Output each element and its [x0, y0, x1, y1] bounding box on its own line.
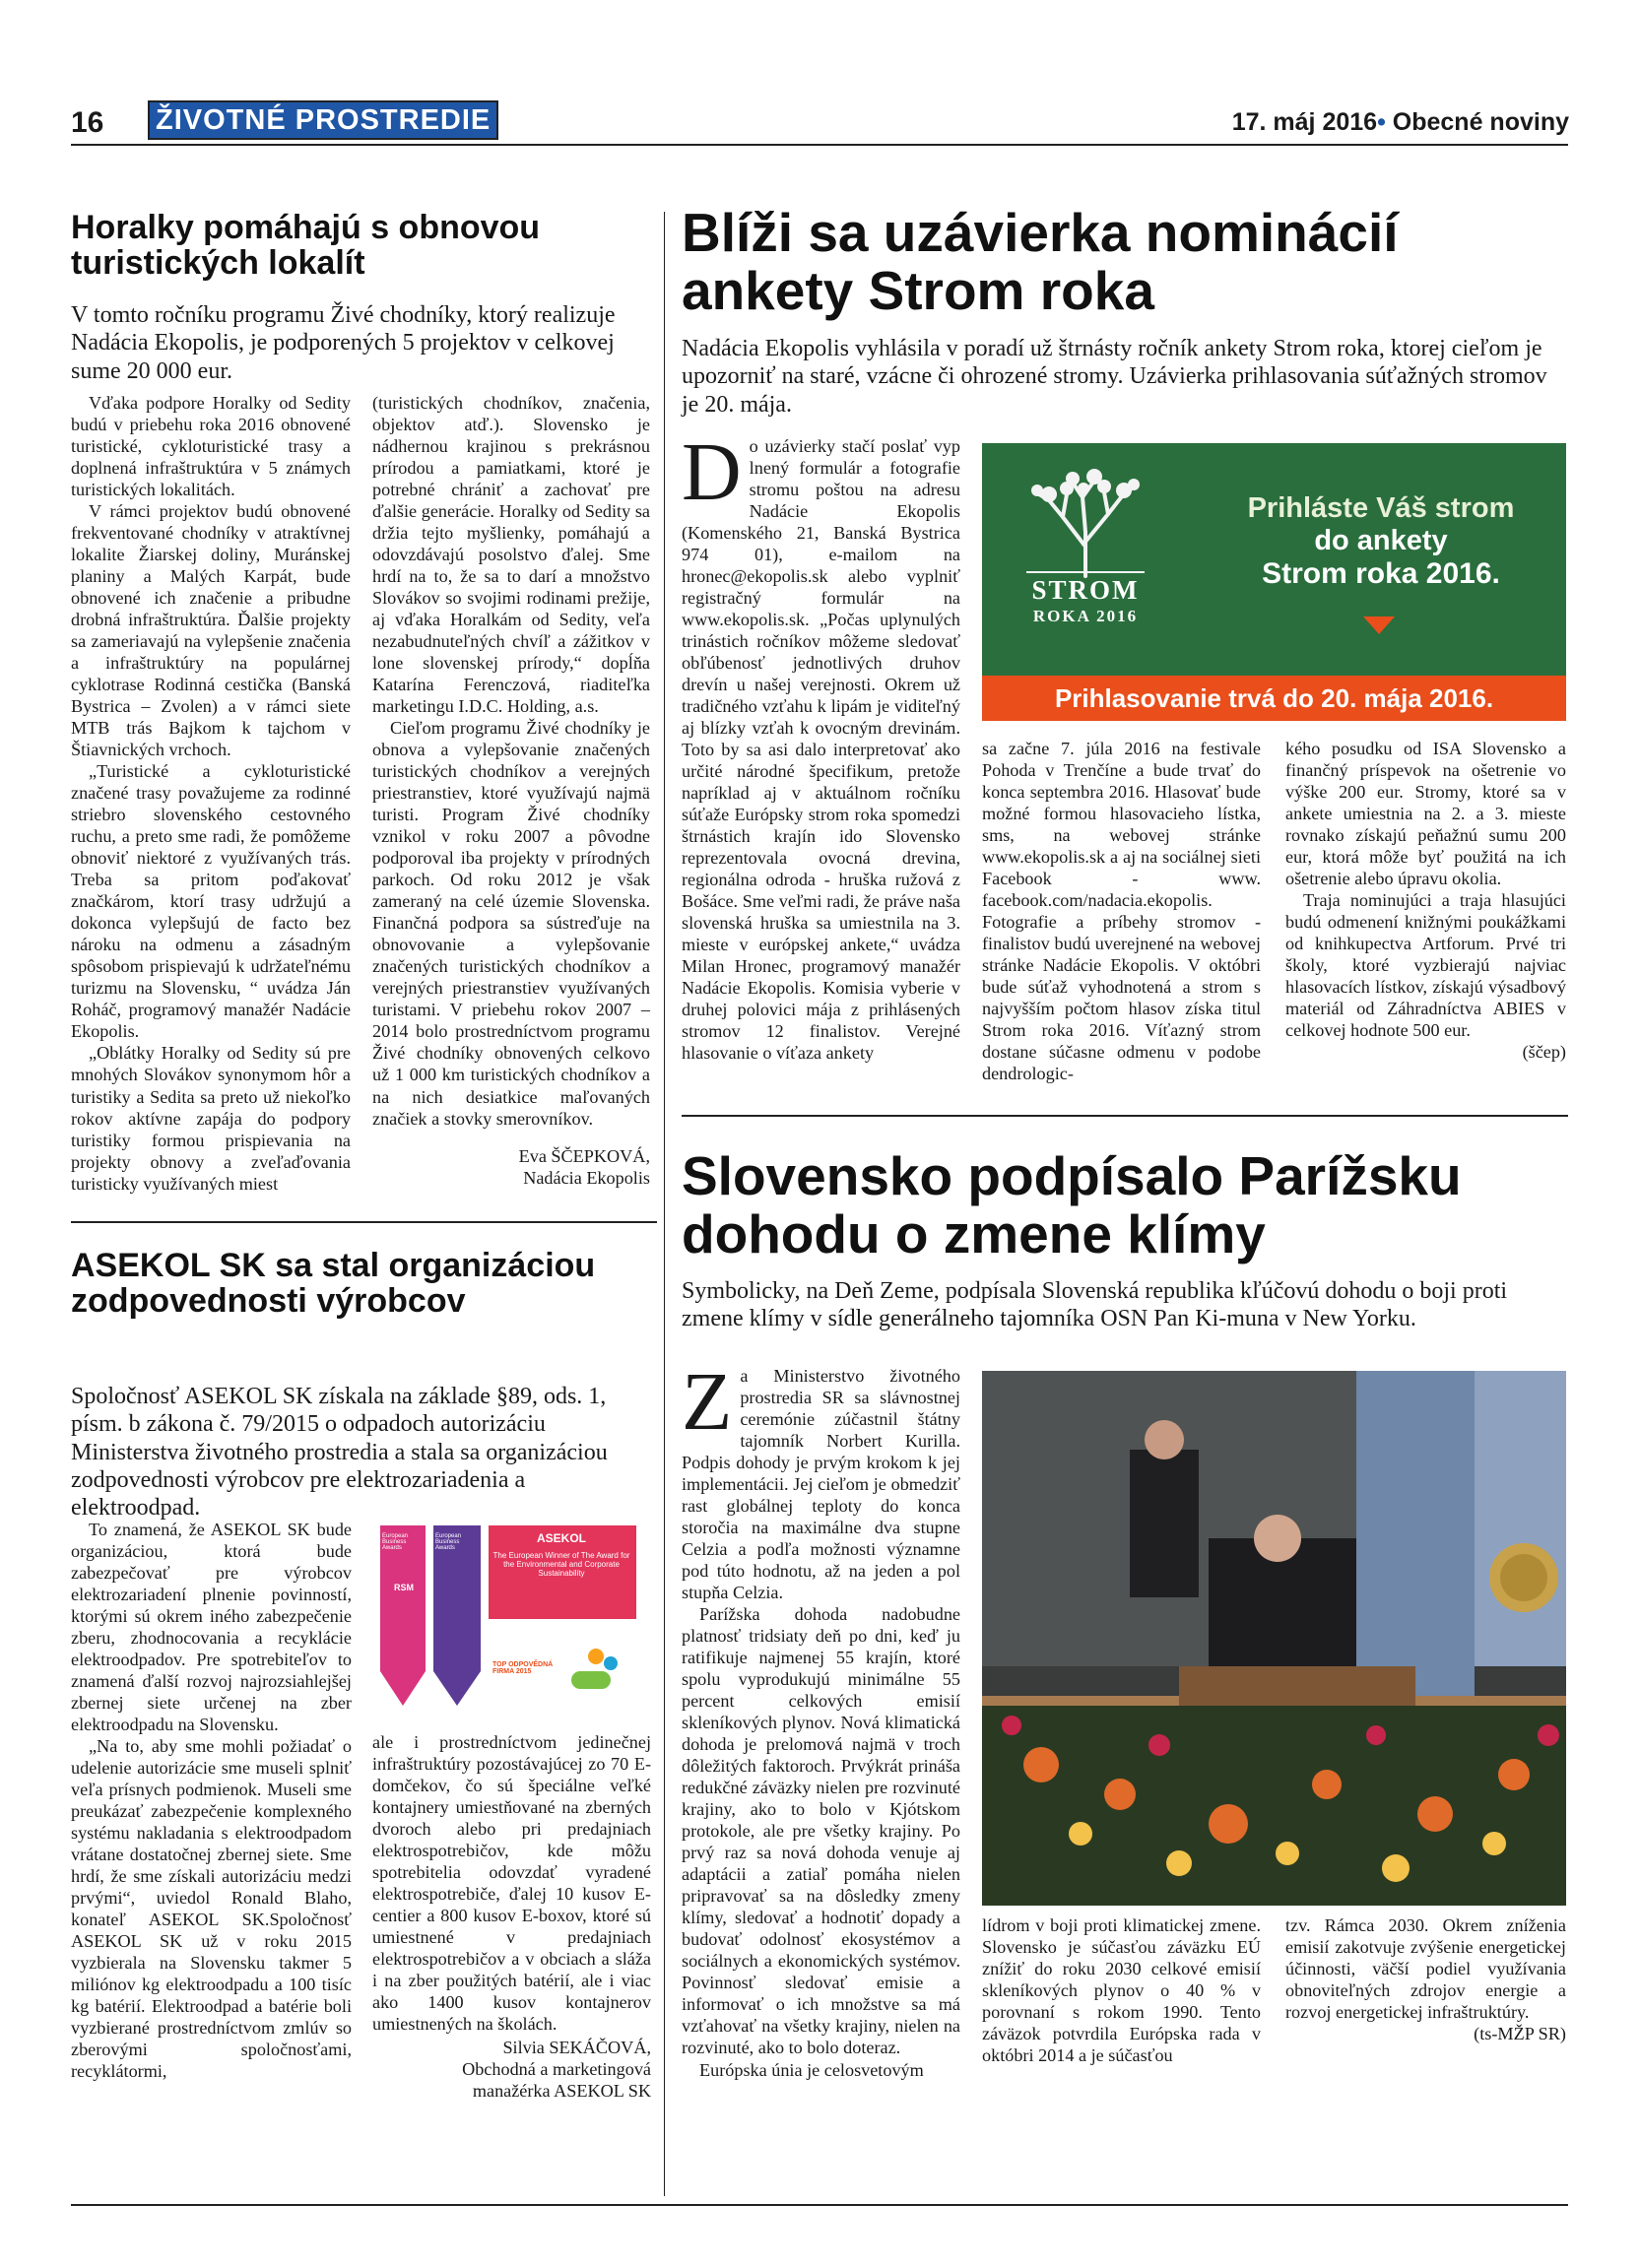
asekol-awards-image	[374, 1523, 640, 1716]
paragraph: Cieľom programu Živé chodníky je obnova a vylepšovanie značených turistických chodníkov a verejných priestranstiev, ktoré využívajú najmä turisti. Program Živé chodníky vznikol v roku 2007 a pôvodne podporoval iba projekty v prírodných parkoch. Od roku 2012 je však zameraný na celé územie Slovenska. Finančná podpora sa sústreďuje na obnovovanie a vylepšovanie značených turistických chodníkov a verejných priestranstiev využívaných turistami. V priebehu rokov 2007 – 2014 bolo prostredníctvom programu Živé chodníky obnovených celkovo už 1 000 km turistických chodníkov a na nich desiatkice maľovaných značiek a stovky smerovníkov.	[372, 718, 650, 1129]
strom-roka-advert[interactable]	[982, 443, 1566, 721]
signing-ceremony-photo	[982, 1371, 1566, 1906]
logo-text: STROM	[1031, 575, 1140, 605]
klima-col-2	[982, 1914, 1261, 2066]
award-label: RSM	[394, 1583, 414, 1592]
article-title-strom: Blíži sa uzávierka nominácií ankety Strom roka	[682, 202, 1399, 321]
paragraph: „Oblátky Horalky od Sedity sú pre mnohých Slovákov synonymom hôr a turistiky a Sedita sa preto už niekoľko rokov aktívne zapája do podpory turistiky formou prispievania na projekty obnovy a zveľaďovania turisticky využívaných miest	[71, 1043, 351, 1194]
publication-name: Obecné noviny	[1392, 108, 1569, 136]
article-lead-klima: Symbolicky, na Deň Zeme, podpísala Slovenská republika kľúčovú dohodu o boji proti zmene klímy v sídle generálneho tajomníka OSN Pan Ki-muna v New Yorku.	[682, 1278, 1508, 1332]
issue-info	[1232, 108, 1569, 137]
arrow-down-icon	[1363, 616, 1395, 634]
page-number: 16	[71, 106, 104, 139]
paragraph: To znamená, že ASEKOL SK bude organizáciou, ktorá bude zabezpečovať pre výrobcov elektrozariadení plnenie povinností, ktorými sú okrem iného zabezpečenie zberu, zhodnocovania a recyklácie elektroodpadov. Pre spotrebiteľov to znamená ďalší rozvoj najrozsiahlejšej zbernej siete určenej na zber elektroodpadu na Slovensku.	[71, 1520, 352, 1735]
award-label: European Business Awards	[382, 1533, 409, 1551]
footer-rule	[71, 2204, 1568, 2206]
paragraph: Parížska dohoda nadobudne platnosť tridsiaty deň po dni, keď ju ratifikuje najmenej 55 krajín, ktoré spolu vyprodukujú minimálne 55 percent celkových emisií skleníkových plynov. Nová klimatická dohoda je prelomová najmä v troch dôležitých faktoroch. Prvýkrát prináša redukčné záväzky nielen pre rozvinuté krajiny, ako to bolo v Kjótskom protokole, ale pre všetky krajiny. Po prvý raz sa nová dohoda venuje aj adaptácii a zatiaľ pomáha nielen pripravovať sa na dôsledky zmeny klímy, sledovať a hodnotiť dopady a budovať odolnosť ekosystémov a sociálnych a ekonomických systémov. Povinnosť sledovať emisie a informovať o ich množstve sa má vzťahovať na všetky krajiny, nielen na rozvinuté, ako to bolo doteraz.	[682, 1604, 960, 2058]
paragraph: „Na to, aby sme mohli požiadať o udelenie autorizácie sme museli splniť veľa prísnych podmienok. Museli sme preukázať zabezpečenie komplexného systému nakladania s elektroodpadom vrátane dostatočnej zbernej siete. Sme hrdí, že sme získali autorizáciu medzi prvými“, uviedol Ronald Blaho, konateľ ASEKOL SK.Spoločnosť ASEKOL SK už v roku 2015 vyzbierala na Slovensku takmer 5 miliónov kg elektroodpadu a 100 tisíc kg batérií. Elektroodpad a batérie boli vyzbierané prostredníctvom zmlúv so zberovými spoločnosťami, recyklátormi,	[71, 1736, 352, 2082]
advert-deadline-band: Prihlasovanie trvá do 20. mája 2016.	[982, 676, 1566, 721]
klima-col-1	[682, 1356, 960, 2081]
author-organization: manažérka ASEKOL SK	[472, 2081, 651, 2102]
author-name: Eva ŠČEPKOVÁ,	[518, 1145, 650, 1166]
separator-dot: •	[1377, 108, 1386, 136]
section-title: ŽIVOTNÉ PROSTREDIE	[148, 100, 498, 140]
logo-year: ROKA 2016	[1032, 607, 1139, 625]
asekol-col-2	[372, 1731, 651, 2102]
author-organization: Nadácia Ekopolis	[523, 1167, 650, 1188]
strom-col-3	[1285, 738, 1566, 1063]
header-rule	[71, 144, 1568, 146]
author-name: Silvia SEKÁČOVÁ,	[502, 2038, 651, 2058]
advert-line-1: Prihláste Váš strom	[1247, 492, 1515, 524]
column-divider	[664, 212, 665, 2196]
article-title-asekol: ASEKOL SK sa stal organizáciou zodpovednosti výrobcov	[71, 1247, 596, 1321]
paragraph: sa začne 7. júla 2016 na festivale Pohoda v Trenčíne a bude trvať do konca septembra 2016. Hlasovať bude možné formou hlasovacieho lístka, sms, na webovej stránke www.ekopolis.sk a aj na sociálnej sieti Facebook - www. facebook.com/nadacia.ekopolis. Fotografie a príbehy stromov - finalistov budú uverejnené na webovej stránke Nadácie Ekopolis. V októbri bude súťaž vyhodnotená a strom s najvyšším počtom hlasov získa titul Strom roka 2016. Víťazný strom dostane súčasne odmenu v podobe dendrologic-	[982, 739, 1261, 1084]
paragraph: ale i prostredníctvom jedinečnej infraštruktúry pozostávajúcej zo 70 E-domčekov, čo sú špeciálne veľké kontajnery umiestňované na zberných dvoroch alebo pri predajniach elektrospotrebičov, kde môžu spotrebitelia odovzdať vyradené elektrospotrebiče, ďalej 10 kusov E-centier a 800 kusov E-boxov, ktoré sú umiestnené v predajniach elektrospotrebičov a v obciach a sláža i na zber použitých batérií, ale i viac ako 1400 kusov kontajnerov umiestnených na školách.	[372, 1732, 651, 2035]
horalky-col-1	[71, 392, 351, 1195]
paragraph: Za Ministerstvo životného prostredia SR sa slávnostnej ceremónie zúčastnil štátny tajomník Norbert Kurilla. Podpis dohody je prvým krokom k jej implementácii. Jej cieľom je obmedziť rast globálnej teploty do konca storočia na maximálne dva stupne Celzia a podľa možnosti významne pod túto hodnotu, až na jeden a pol stupňa Celzia.	[682, 1356, 960, 1603]
paragraph: Do uzávierky stačí poslať vyp lnený formulár a fotografie stromu poštou na adresu Nadácie Ekopolis (Komenského 21, Banská Bystrica 974 01), e-mailom na hronec@ekopolis.sk alebo vyplniť registračný formulár na www.ekopolis.sk. „Počas uplynulých trinástich ročníkov môžeme sledovať obľúbenosť jednotlivých druhov drevín u našej verejnosti. Okrem už tradičného vzťahu k lipám je viditeľný aj blízky vzťah k ovocným drevinám. Toto by sa asi dalo interpretovať ako určité národné špecifikum, pretože napríklad aj v aktuálnom ročníku súťaže Európsky strom roka spomedzi štrnástich krajín ido Slovensko reprezentovala ovocná drevina, regionálna odroda - hruška ružová z Bošáce. Sme veľmi radi, že práve naša slovenská hruška sa umiestnila na 3. mieste v európskej ankete,“ uvádza Milan Hronec, programový manažér Nadácie Ekopolis. Komisia vyberie v druhej polovici mája z prihlásených stromov 12 finalistov. Verejné hlasovanie o víťaza ankety	[682, 426, 960, 1064]
section-rule	[682, 1115, 1568, 1117]
paragraph: (turistických chodníkov, značenia, objektov atď.). Slovensko je nádhernou krajinou s prekrásnou prírodou a pamiatkami, ktoré je potrebné chrániť a zachovať pre ďalšie generácie. Horalky od Sedity sa držia tejto myšlienky, pomáhajú a odovzdávajú posolstvo ďalej. Sme hrdí na to, že sa to darí a množstvo Slovákov so svojimi rodinami prežije, aj vďaka Horalkám od Sedity, veľa nezabudnuteľných chvíľ a zážitkov v lone slovenskej prírody,“ dopĺňa Katarína Ferenczová, riaditeľka marketingu I.D.C. Holding, a.s.	[372, 393, 650, 717]
strom-col-1	[682, 426, 960, 1064]
award-label: ASEKOL	[536, 1531, 586, 1545]
drop-cap: Z	[682, 1356, 733, 1448]
paragraph: tzv. Rámca 2030. Okrem zníženia emisií zakotvuje zvýšenie energetickej účinnosti, väčší podiel využívania obnoviteľných zdrojov energie a rozvoj energetickej infraštruktúry.	[1285, 1915, 1566, 2023]
award-label: The European Winner of The Award for the Environmental and Corporate Sustainability	[492, 1551, 630, 1578]
paragraph: Traja nominujúci a traja hlasujúci budú odmenení knižnými poukážkami od knihkupectva Artforum. Prvé tri školy, ktoré vyzbierajú najviac hlasovacích lístkov, získajú výsadbový materiál od Záhradníctva ABIES v celkovej hodnote 500 eur.	[1285, 890, 1566, 1041]
paragraph: kého posudku od ISA Slovensko a finančný príspevok na ošetrenie vo výške 200 eur. Stromy, ktoré sa v ankete umiestnia na 2. a 3. mieste rovnako získajú peňažnú sumu 200 eur, ktorá môže byť použitá na ich ošetrenie alebo úpravu okolia.	[1285, 739, 1566, 889]
issue-date: 17. máj 2016	[1231, 108, 1378, 136]
klima-col-3	[1285, 1914, 1566, 2044]
paragraph: Európska únia je celosvetovým	[699, 2059, 924, 2080]
drop-cap: D	[682, 426, 742, 518]
strom-col-2	[982, 738, 1261, 1084]
paragraph: V rámci projektov budú obnovené frekventované chodníky v atraktívnej lokalite Žiarskej doliny, Muránskej planiny a Malých Karpát, bude obnovené ich značenie a pribudne drobná infraštruktúra. Ďalšie projekty sa zameriavajú na vylepšenie značenia a infraštruktúry na populárnej cyklotrase Rodinná cestička (Banská Bystrica – Zvolen) a v rámci siete MTB trás Bajkom k tajchom v Štiavnických vrchoch.	[71, 501, 351, 760]
signature: (ščep)	[1522, 1042, 1566, 1063]
article-title-horalky: Horalky pomáhajú s obnovou turistických lokalít	[71, 209, 541, 283]
advert-line-3: Strom roka 2016.	[1262, 557, 1500, 590]
article-lead-asekol: Spoločnosť ASEKOL SK získala na základe §89, ods. 1, písm. b zákona č. 79/2015 o odpadoch autorizáciu Ministerstva životného prostredia a stala sa organizáciou zodpovednosti výrobcov pre elektrozariadenia a elektroodpad.	[71, 1384, 608, 1522]
signature: (ts-MŽP SR)	[1474, 2024, 1566, 2044]
article-lead-strom: Nadácia Ekopolis vyhlásila v poradí už štrnásty ročník ankety Strom roka, ktorej cieľom je upozorniť na staré, vzácne či ohrozené stromy. Uzávierka prihlasovania súťažných stromov je 20. mája.	[682, 336, 1547, 418]
award-label: European Business Awards	[435, 1533, 462, 1551]
article-title-klima: Slovensko podpísalo Parížsku dohodu o zmene klímy	[682, 1145, 1462, 1264]
award-label: TOP ODPOVĚDNÁ FIRMA 2015	[492, 1661, 554, 1675]
author-role: Obchodná a marketingová	[462, 2059, 651, 2080]
article-lead-horalky: V tomto ročníku programu Živé chodníky, ktorý realizuje Nadácia Ekopolis, je podporených 5 projektov v celkovej sume 20 000 eur.	[71, 302, 616, 384]
section-rule	[71, 1221, 657, 1223]
paragraph: Vďaka podpore Horalky od Sedity budú v priebehu roka 2016 obnovené turistické, cykloturistické trasy a doplnená infraštruktúra v 5 známych turistických lokalitách.	[71, 393, 351, 500]
horalky-col-2	[372, 392, 650, 1189]
advert-message	[1214, 492, 1548, 591]
advert-line-2: do ankety	[1314, 525, 1448, 556]
asekol-col-1	[71, 1519, 352, 2082]
paragraph: lídrom v boji proti klimatickej zmene. Slovensko je súčasťou záväzku EÚ znížiť do roku 2030 celkové emisií skleníkových plynov o 40 % v porovnaní s rokom 1990. Tento záväzok potvrdila Európska rada v októbri 2014 a je súčasťou	[982, 1915, 1261, 2066]
paragraph: „Turistické a cykloturistické značené trasy považujeme za rodinné striebro slovenského cestovného ruchu, a preto sme radi, že pomôžeme obnoviť niektoré z využívaných trás. Treba sa pritom poďakovať značkárom, ktorí trasy udržujú a dokonca vylepšujú de facto bez nároku na odmenu a zásadným spôsobom prispievajú k udržateľnému turizmu na Slovensku, “ uvádza Ján Roháč, programový manažér Nadácie Ekopolis.	[71, 761, 351, 1042]
